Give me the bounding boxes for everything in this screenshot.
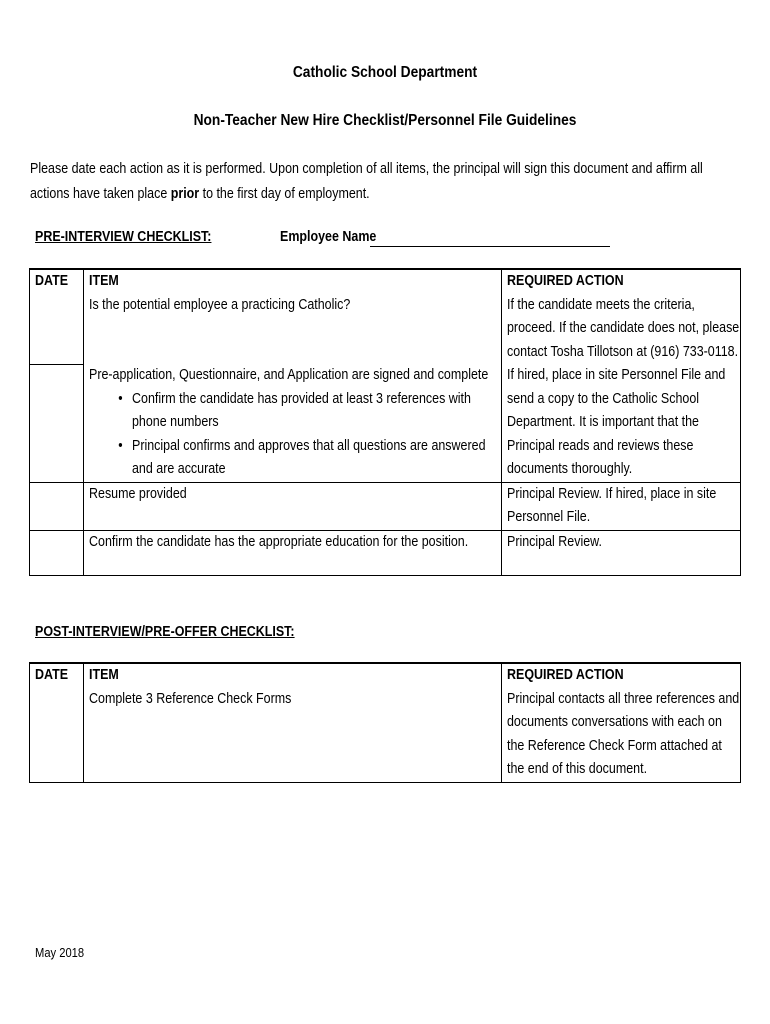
pre-interview-table [29,268,741,576]
date-column-header: DATE [30,269,84,294]
item-cell [83,364,501,482]
item-column-header: ITEM [83,269,501,294]
action-cell: If hired, place in site Personnel File and send a copy to the Catholic School Department. It is important that the Principal reads and reviews these documents thoroughly. [501,364,740,482]
table-row [30,530,741,575]
bullet-icon: • [118,437,123,454]
item-bullet-list [89,388,500,482]
date-cell[interactable] [30,688,84,783]
table-header-row [30,269,741,294]
table-row [30,364,741,482]
date-cell[interactable] [30,294,84,365]
action-cell: Principal Review. If hired, place in site Personnel File. [501,482,740,530]
action-column-header: REQUIRED ACTION [501,663,740,688]
list-item: • Principal confirms and approves that all questions are answered and are accurate [118,435,500,482]
employee-name-label: Employee Name [280,229,377,245]
item-cell: Is the potential employee a practicing Catholic? [83,294,501,365]
pre-interview-heading: PRE-INTERVIEW CHECKLIST: [35,229,212,245]
date-cell[interactable] [30,530,84,575]
item-cell: Confirm the candidate has the appropriate education for the position. [83,530,501,575]
list-item: • Confirm the candidate has provided at least 3 references with phone numbers [118,388,500,435]
intro-text-before: Please date each action as it is performed. Upon completion of all items, the principal will sign this document and affirm all actions have taken place [30,161,703,202]
footer-date: May 2018 [35,945,85,960]
date-column-header: DATE [30,663,84,688]
action-cell: If the candidate meets the criteria, proceed. If the candidate does not, please contact Tosha Tillotson at (916) 733-0118. [501,294,740,365]
action-column-header: REQUIRED ACTION [501,269,740,294]
table-header-row [30,663,741,688]
post-interview-table [29,662,741,783]
employee-name-field[interactable] [370,246,610,247]
table-row [30,294,741,365]
item-cell: Complete 3 Reference Check Forms [83,688,501,783]
action-cell: Principal Review. [501,530,740,575]
document-title: Catholic School Department [292,64,478,81]
item-cell: Resume provided [83,482,501,530]
document-subtitle: Non-Teacher New Hire Checklist/Personnel File Guidelines [193,112,577,129]
intro-bold-word: prior [170,186,200,202]
bullet-icon: • [118,390,123,407]
date-cell[interactable] [30,364,84,482]
item-text: Pre-application, Questionnaire, and Application are signed and complete [88,367,489,383]
item-column-header: ITEM [83,663,501,688]
table-row [30,482,741,530]
intro-text-after: to the first day of employment. [199,186,370,202]
date-cell[interactable] [30,482,84,530]
table-row [30,688,741,783]
post-interview-heading: POST-INTERVIEW/PRE-OFFER CHECKLIST: [35,624,295,640]
intro-paragraph [30,157,735,207]
action-cell: Principal contacts all three references and documents conversations with each on the Reference Check Form attached at the end of this document. [501,688,740,783]
